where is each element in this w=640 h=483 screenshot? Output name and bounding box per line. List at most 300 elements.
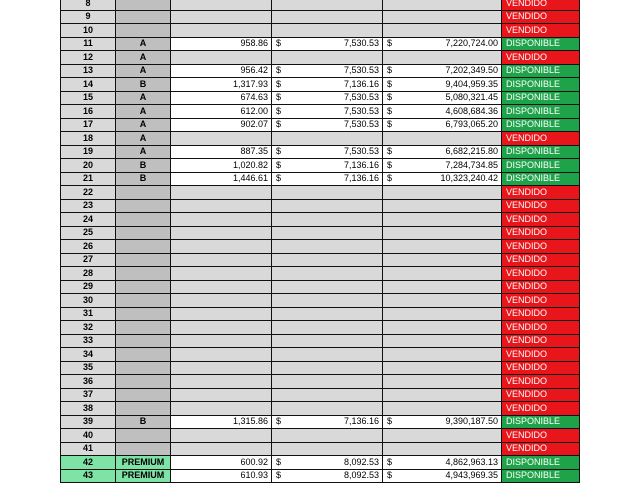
status-badge[interactable]: VENDIDO [502, 267, 580, 281]
lot-number-cell[interactable]: 21 [61, 172, 116, 186]
total-price-cell[interactable] [383, 253, 502, 267]
lot-number-cell[interactable]: 26 [61, 240, 116, 254]
lot-type-cell[interactable]: A [116, 91, 171, 105]
total-price-cell[interactable] [383, 402, 502, 416]
lot-type-cell[interactable]: A [116, 145, 171, 159]
table-row [61, 456, 580, 470]
status-badge[interactable]: VENDIDO [502, 199, 580, 213]
total-price-cell[interactable] [383, 24, 502, 38]
lot-number-cell[interactable]: 30 [61, 294, 116, 308]
area-cell[interactable] [171, 429, 272, 443]
lot-number-cell[interactable]: 36 [61, 375, 116, 389]
total-price-cell[interactable] [383, 91, 502, 105]
unit-price-cell[interactable] [272, 253, 383, 267]
lot-number-cell[interactable]: 19 [61, 145, 116, 159]
lot-number-cell[interactable]: 17 [61, 118, 116, 132]
money-amount: 9,390,187.50 [445, 416, 498, 427]
money-value [275, 173, 379, 184]
unit-price-cell[interactable] [272, 132, 383, 146]
area-cell[interactable] [171, 24, 272, 38]
currency-symbol: $ [387, 38, 393, 49]
area-cell[interactable] [171, 294, 272, 308]
table-row [61, 226, 580, 240]
unit-price-cell[interactable] [272, 226, 383, 240]
table-row [61, 64, 580, 78]
lot-number-cell[interactable]: 24 [61, 213, 116, 227]
lot-type-cell[interactable] [116, 240, 171, 254]
unit-price-cell[interactable] [272, 240, 383, 254]
currency-symbol: $ [387, 78, 393, 89]
area-cell[interactable] [171, 348, 272, 362]
unit-price-cell[interactable] [272, 321, 383, 335]
total-price-cell[interactable] [383, 442, 502, 456]
unit-price-cell[interactable] [272, 307, 383, 321]
unit-price-cell[interactable] [272, 442, 383, 456]
area-cell[interactable]: 956.42 [171, 64, 272, 78]
unit-price-cell[interactable] [272, 294, 383, 308]
total-price-cell[interactable] [383, 78, 502, 92]
lot-number-cell[interactable]: 13 [61, 64, 116, 78]
area-cell[interactable] [171, 240, 272, 254]
unit-price-cell[interactable] [272, 402, 383, 416]
table-row [61, 118, 580, 132]
lot-number-cell[interactable]: 23 [61, 199, 116, 213]
unit-price-cell[interactable] [272, 456, 383, 470]
area-cell[interactable]: 902.07 [171, 118, 272, 132]
lot-number-cell[interactable]: 16 [61, 105, 116, 119]
inventory-table [60, 0, 580, 483]
lot-type-cell[interactable]: A [116, 118, 171, 132]
lot-number-cell[interactable]: 41 [61, 442, 116, 456]
table-row [61, 91, 580, 105]
table-row [61, 105, 580, 119]
area-cell[interactable] [171, 226, 272, 240]
status-badge[interactable]: DISPONIBLE [502, 78, 580, 92]
lot-number-cell[interactable]: 10 [61, 24, 116, 38]
table-row [61, 240, 580, 254]
status-badge[interactable]: DISPONIBLE [502, 64, 580, 78]
money-value [386, 119, 498, 130]
status-badge[interactable]: VENDIDO [502, 429, 580, 443]
total-price-cell[interactable] [383, 226, 502, 240]
lot-number-cell[interactable]: 31 [61, 307, 116, 321]
area-cell[interactable]: 1,446.61 [171, 172, 272, 186]
unit-price-cell[interactable] [272, 213, 383, 227]
total-price-cell[interactable] [383, 145, 502, 159]
status-badge[interactable]: VENDIDO [502, 334, 580, 348]
money-value [386, 65, 498, 76]
status-badge[interactable]: VENDIDO [502, 51, 580, 65]
money-amount: 7,530.53 [343, 38, 379, 49]
total-price-cell[interactable] [383, 51, 502, 65]
table-row [61, 361, 580, 375]
unit-price-cell[interactable] [272, 348, 383, 362]
total-price-cell[interactable] [383, 348, 502, 362]
lot-type-cell[interactable] [116, 429, 171, 443]
unit-price-cell[interactable] [272, 51, 383, 65]
table-row [61, 280, 580, 294]
lot-type-cell[interactable]: B [116, 159, 171, 173]
lot-number-cell[interactable]: 40 [61, 429, 116, 443]
status-badge[interactable]: VENDIDO [502, 442, 580, 456]
lot-type-cell[interactable] [116, 24, 171, 38]
status-badge[interactable]: VENDIDO [502, 213, 580, 227]
currency-symbol: $ [387, 416, 393, 427]
lot-type-cell[interactable] [116, 253, 171, 267]
unit-price-cell[interactable] [272, 118, 383, 132]
total-price-cell[interactable] [383, 64, 502, 78]
lot-number-cell[interactable]: 43 [61, 469, 116, 483]
status-badge[interactable]: VENDIDO [502, 186, 580, 200]
money-amount: 6,793,065.20 [445, 119, 498, 130]
money-amount: 7,136.16 [343, 159, 379, 170]
area-cell[interactable] [171, 199, 272, 213]
unit-price-cell[interactable] [272, 0, 383, 10]
currency-symbol: $ [276, 38, 282, 49]
status-badge[interactable]: DISPONIBLE [502, 415, 580, 429]
area-cell[interactable]: 612.00 [171, 105, 272, 119]
total-price-cell[interactable] [383, 186, 502, 200]
status-badge[interactable]: DISPONIBLE [502, 118, 580, 132]
money-amount: 10,323,240.42 [440, 173, 498, 184]
area-cell[interactable] [171, 321, 272, 335]
area-cell[interactable]: 887.35 [171, 145, 272, 159]
area-cell[interactable] [171, 442, 272, 456]
money-value [275, 38, 379, 49]
table-row [61, 294, 580, 308]
money-amount: 4,608,684.36 [445, 105, 498, 116]
table-row [61, 415, 580, 429]
status-badge[interactable]: VENDIDO [502, 321, 580, 335]
area-cell[interactable]: 958.86 [171, 37, 272, 51]
total-price-cell[interactable] [383, 375, 502, 389]
lot-type-cell[interactable] [116, 307, 171, 321]
status-badge[interactable]: VENDIDO [502, 294, 580, 308]
total-price-cell[interactable] [383, 172, 502, 186]
unit-price-cell[interactable] [272, 375, 383, 389]
total-price-cell[interactable] [383, 361, 502, 375]
lot-type-cell[interactable] [116, 267, 171, 281]
money-amount: 7,530.53 [343, 65, 379, 76]
unit-price-cell[interactable] [272, 24, 383, 38]
status-badge[interactable]: VENDIDO [502, 0, 580, 10]
area-cell[interactable]: 1,020.82 [171, 159, 272, 173]
currency-symbol: $ [387, 159, 393, 170]
lot-number-cell[interactable]: 32 [61, 321, 116, 335]
money-value [386, 457, 498, 468]
status-badge[interactable]: DISPONIBLE [502, 145, 580, 159]
status-badge[interactable]: DISPONIBLE [502, 37, 580, 51]
money-amount: 7,530.53 [343, 105, 379, 116]
total-price-cell[interactable] [383, 132, 502, 146]
area-cell[interactable] [171, 402, 272, 416]
area-cell[interactable] [171, 10, 272, 24]
table-row [61, 402, 580, 416]
lot-type-cell[interactable] [116, 199, 171, 213]
total-price-cell[interactable] [383, 307, 502, 321]
currency-symbol: $ [276, 105, 282, 116]
status-badge[interactable]: VENDIDO [502, 253, 580, 267]
status-badge[interactable]: DISPONIBLE [502, 159, 580, 173]
total-price-cell[interactable] [383, 267, 502, 281]
unit-price-cell[interactable] [272, 361, 383, 375]
lot-number-cell[interactable]: 35 [61, 361, 116, 375]
lot-number-cell[interactable]: 37 [61, 388, 116, 402]
status-badge[interactable]: VENDIDO [502, 375, 580, 389]
area-cell[interactable] [171, 307, 272, 321]
money-amount: 7,202,349.50 [445, 65, 498, 76]
total-price-cell[interactable] [383, 199, 502, 213]
unit-price-cell[interactable] [272, 64, 383, 78]
total-price-cell[interactable] [383, 321, 502, 335]
money-amount: 4,862,963.13 [445, 456, 498, 467]
lot-type-cell[interactable]: B [116, 172, 171, 186]
area-cell[interactable] [171, 334, 272, 348]
lot-number-cell[interactable]: 9 [61, 10, 116, 24]
lot-number-cell[interactable]: 27 [61, 253, 116, 267]
unit-price-cell[interactable] [272, 10, 383, 24]
lot-type-cell[interactable] [116, 321, 171, 335]
money-value [275, 92, 379, 103]
lot-number-cell[interactable]: 42 [61, 456, 116, 470]
currency-symbol: $ [276, 146, 282, 157]
lot-number-cell[interactable]: 12 [61, 51, 116, 65]
unit-price-cell[interactable] [272, 334, 383, 348]
money-value [386, 146, 498, 157]
lot-number-cell[interactable]: 18 [61, 132, 116, 146]
lot-type-cell[interactable]: A [116, 37, 171, 51]
lot-number-cell[interactable]: 33 [61, 334, 116, 348]
area-cell[interactable]: 610.93 [171, 469, 272, 483]
lot-number-cell[interactable]: 8 [61, 0, 116, 10]
status-badge[interactable]: VENDIDO [502, 132, 580, 146]
lot-number-cell[interactable]: 15 [61, 91, 116, 105]
total-price-cell[interactable] [383, 118, 502, 132]
lot-type-cell[interactable] [116, 348, 171, 362]
total-price-cell[interactable] [383, 213, 502, 227]
area-cell[interactable] [171, 0, 272, 10]
area-cell[interactable] [171, 267, 272, 281]
total-price-cell[interactable] [383, 10, 502, 24]
currency-symbol: $ [387, 146, 393, 157]
lot-type-cell[interactable] [116, 388, 171, 402]
money-amount: 5,080,321.45 [445, 92, 498, 103]
status-badge[interactable]: VENDIDO [502, 10, 580, 24]
lot-type-cell[interactable] [116, 375, 171, 389]
area-cell[interactable] [171, 51, 272, 65]
lot-type-cell[interactable] [116, 294, 171, 308]
area-cell[interactable] [171, 186, 272, 200]
unit-price-cell[interactable] [272, 159, 383, 173]
lot-number-cell[interactable]: 29 [61, 280, 116, 294]
money-value [275, 79, 379, 90]
money-value [386, 38, 498, 49]
area-cell[interactable] [171, 253, 272, 267]
table-row [61, 469, 580, 483]
unit-price-cell[interactable] [272, 186, 383, 200]
lot-type-cell[interactable] [116, 334, 171, 348]
money-value [275, 146, 379, 157]
unit-price-cell[interactable] [272, 267, 383, 281]
money-value [275, 65, 379, 76]
lot-type-cell[interactable] [116, 10, 171, 24]
table-row [61, 78, 580, 92]
unit-price-cell[interactable] [272, 145, 383, 159]
unit-price-cell[interactable] [272, 105, 383, 119]
table-row [61, 51, 580, 65]
area-cell[interactable] [171, 361, 272, 375]
money-value [386, 79, 498, 90]
lot-number-cell[interactable]: 22 [61, 186, 116, 200]
lot-number-cell[interactable]: 11 [61, 37, 116, 51]
table-row [61, 199, 580, 213]
total-price-cell[interactable] [383, 105, 502, 119]
lot-type-cell[interactable]: PREMIUM [116, 469, 171, 483]
status-badge[interactable]: VENDIDO [502, 388, 580, 402]
total-price-cell[interactable] [383, 415, 502, 429]
area-cell[interactable]: 674.63 [171, 91, 272, 105]
unit-price-cell[interactable] [272, 415, 383, 429]
unit-price-cell[interactable] [272, 91, 383, 105]
unit-price-cell[interactable] [272, 172, 383, 186]
lot-number-cell[interactable]: 39 [61, 415, 116, 429]
status-badge[interactable]: VENDIDO [502, 24, 580, 38]
money-amount: 7,136.16 [343, 416, 379, 427]
area-cell[interactable] [171, 132, 272, 146]
currency-symbol: $ [387, 173, 393, 184]
currency-symbol: $ [387, 470, 393, 481]
money-value [275, 457, 379, 468]
total-price-cell[interactable] [383, 280, 502, 294]
table-row [61, 429, 580, 443]
status-badge[interactable]: VENDIDO [502, 240, 580, 254]
currency-symbol: $ [387, 456, 393, 467]
lot-type-cell[interactable] [116, 442, 171, 456]
total-price-cell[interactable] [383, 388, 502, 402]
money-amount: 9,404,959.35 [445, 78, 498, 89]
money-amount: 6,682,215.80 [445, 146, 498, 157]
area-cell[interactable] [171, 213, 272, 227]
lot-type-cell[interactable]: PREMIUM [116, 456, 171, 470]
table-row [61, 213, 580, 227]
area-cell[interactable]: 600.92 [171, 456, 272, 470]
unit-price-cell[interactable] [272, 388, 383, 402]
lot-type-cell[interactable]: A [116, 64, 171, 78]
money-value [275, 119, 379, 130]
currency-symbol: $ [276, 173, 282, 184]
total-price-cell[interactable] [383, 159, 502, 173]
currency-symbol: $ [276, 119, 282, 130]
lot-type-cell[interactable] [116, 213, 171, 227]
area-cell[interactable] [171, 388, 272, 402]
money-value [275, 106, 379, 117]
total-price-cell[interactable] [383, 429, 502, 443]
area-cell[interactable]: 1,315.86 [171, 415, 272, 429]
status-badge[interactable]: VENDIDO [502, 307, 580, 321]
lot-type-cell[interactable] [116, 280, 171, 294]
lot-type-cell[interactable]: B [116, 415, 171, 429]
currency-symbol: $ [276, 416, 282, 427]
money-value [386, 106, 498, 117]
lot-number-cell[interactable]: 34 [61, 348, 116, 362]
unit-price-cell[interactable] [272, 37, 383, 51]
currency-symbol: $ [276, 65, 282, 76]
lot-number-cell[interactable]: 14 [61, 78, 116, 92]
lot-number-cell[interactable]: 20 [61, 159, 116, 173]
currency-symbol: $ [276, 92, 282, 103]
status-badge[interactable]: VENDIDO [502, 348, 580, 362]
status-badge[interactable]: DISPONIBLE [502, 105, 580, 119]
status-badge[interactable]: DISPONIBLE [502, 172, 580, 186]
lot-number-cell[interactable]: 28 [61, 267, 116, 281]
lot-type-cell[interactable] [116, 0, 171, 10]
table-row [61, 375, 580, 389]
unit-price-cell[interactable] [272, 469, 383, 483]
unit-price-cell[interactable] [272, 78, 383, 92]
status-badge[interactable]: VENDIDO [502, 361, 580, 375]
table-row [61, 388, 580, 402]
total-price-cell[interactable] [383, 37, 502, 51]
lot-number-cell[interactable]: 25 [61, 226, 116, 240]
unit-price-cell[interactable] [272, 280, 383, 294]
lot-type-cell[interactable]: A [116, 132, 171, 146]
table-row [61, 0, 580, 10]
status-badge[interactable]: DISPONIBLE [502, 456, 580, 470]
total-price-cell[interactable] [383, 469, 502, 483]
total-price-cell[interactable] [383, 0, 502, 10]
lot-type-cell[interactable]: A [116, 51, 171, 65]
lot-type-cell[interactable] [116, 226, 171, 240]
money-amount: 7,220,724.00 [445, 38, 498, 49]
status-badge[interactable]: VENDIDO [502, 226, 580, 240]
money-value [386, 416, 498, 427]
lot-type-cell[interactable] [116, 402, 171, 416]
total-price-cell[interactable] [383, 240, 502, 254]
currency-symbol: $ [387, 92, 393, 103]
area-cell[interactable] [171, 280, 272, 294]
lot-type-cell[interactable]: B [116, 78, 171, 92]
lot-type-cell[interactable]: A [116, 105, 171, 119]
status-badge[interactable]: DISPONIBLE [502, 91, 580, 105]
table-row [61, 37, 580, 51]
money-amount: 7,530.53 [343, 119, 379, 130]
unit-price-cell[interactable] [272, 429, 383, 443]
total-price-cell[interactable] [383, 456, 502, 470]
unit-price-cell[interactable] [272, 199, 383, 213]
lot-type-cell[interactable] [116, 186, 171, 200]
table-row [61, 321, 580, 335]
currency-symbol: $ [387, 119, 393, 130]
table-row [61, 267, 580, 281]
total-price-cell[interactable] [383, 334, 502, 348]
table-row [61, 159, 580, 173]
money-amount: 8,092.53 [343, 470, 379, 481]
money-value [386, 92, 498, 103]
money-amount: 4,943,969.35 [445, 470, 498, 481]
status-badge[interactable]: VENDIDO [502, 280, 580, 294]
lot-type-cell[interactable] [116, 361, 171, 375]
area-cell[interactable] [171, 375, 272, 389]
status-badge[interactable]: VENDIDO [502, 402, 580, 416]
money-value [275, 416, 379, 427]
currency-symbol: $ [387, 105, 393, 116]
table-row [61, 186, 580, 200]
status-badge[interactable]: DISPONIBLE [502, 469, 580, 483]
total-price-cell[interactable] [383, 294, 502, 308]
lot-number-cell[interactable]: 38 [61, 402, 116, 416]
currency-symbol: $ [276, 470, 282, 481]
area-cell[interactable]: 1,317.93 [171, 78, 272, 92]
